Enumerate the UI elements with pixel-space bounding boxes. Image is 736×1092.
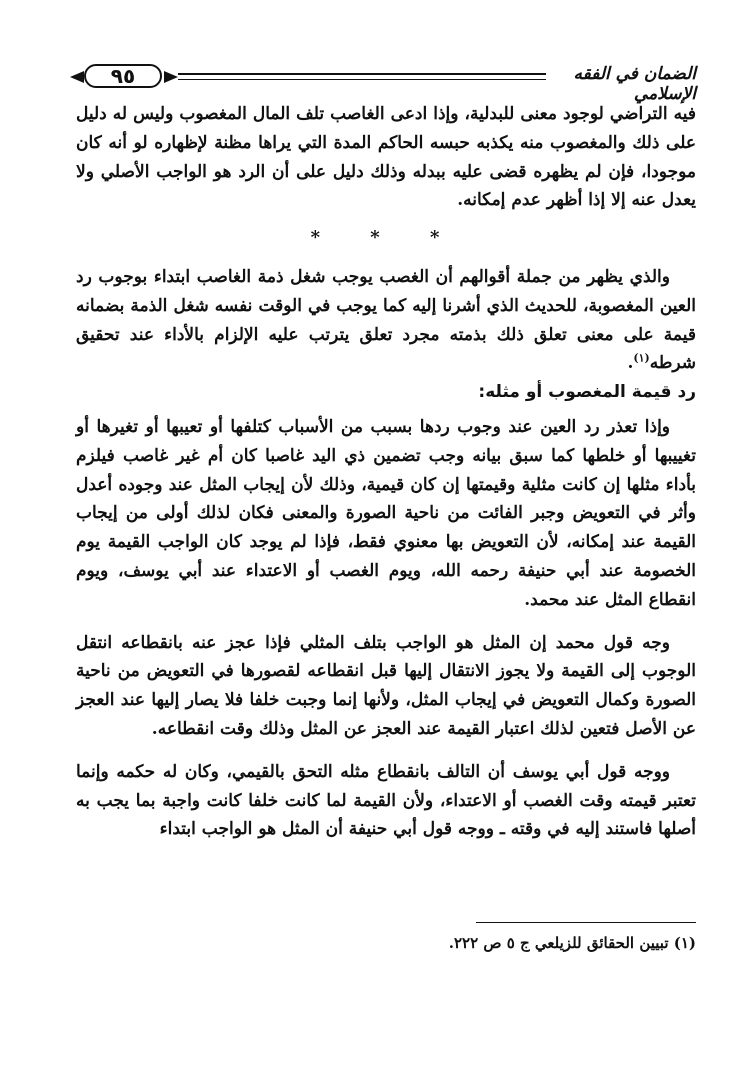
header-rule [178, 73, 546, 75]
footnote-reference: (١) [633, 351, 650, 365]
footnote-divider [476, 922, 696, 923]
paragraph-text: والذي يظهر من جملة أقوالهم أن الغصب يوجب شغل ذمة الغاصب ابتداء بوجوب رد العين المغصوبة، للحديث الذي أشرنا إليه كما يوجب في الوقت نفسه شغل الذمة بضمانه قيمة على معنى تعلق ذلك بذمته مجرد تعلق يترتب عليه الإلزام بالأداء عند تحقيق شرطه [76, 266, 696, 374]
ornament-right-icon [164, 71, 178, 83]
header-rule-thin [178, 79, 546, 80]
body-text [76, 100, 696, 844]
paragraph: ووجه قول أبي يوسف أن التالف بانقطاع مثله التحق بالقيمي، وكان له حكمه وإنما تعتبر قيمته وقت الغصب أو الاعتداء، ولأن القيمة لما كانت خلفا كانت واجبة بما يجب به أصلها فاستند إليه في وقته ـ ووجه قول أبي حنيفة أن المثل هو الواجب ابتداء [76, 761, 696, 840]
section-heading: رد قيمة المغصوب أو مثله: [478, 382, 696, 403]
paragraph: وجه قول محمد إن المثل هو الواجب بتلف المثلي فإذا عجز عنه بانقطاعه انتقل الوجوب إلى القيمة ولا يجوز الانتقال إليها قبل انقطاعه لقصورها في التعويض من ناحية الصورة وكمال التعويض في إيجاب المثل، ولأنها إنما وجبت خلفا فلا يصار إليها عند العجز عن الأصل فتعين لذلك اعتبار القيمة عند العجز عن المثل وذلك وقت انقطاعه. [76, 632, 696, 739]
page-number: ٩٥ [84, 64, 162, 88]
running-title: الضمان في الفقه الإسلامي [573, 64, 696, 104]
paragraph: فيه التراضي لوجود معنى للبدلية، وإذا ادعى الغاصب تلف المال المغصوب وليس له دليل على ذلك والمغصوب منه يكذبه حبسه الحاكم المدة التي يراها مظنة لإظهاره لو أنه كان موجودا، فإن لم يظهره قضى عليه ببدله وذلك دليل على أن الرد هو الواجب الأصلي ولا يعدل عنه إلا إذا أظهر عدم إمكانه. [76, 104, 696, 211]
page-header [60, 64, 696, 104]
footnote: (١) تبيين الحقائق للزيلعي ج ٥ ص ٢٢٢. [448, 934, 696, 952]
ornament-left-icon [70, 71, 84, 83]
paragraph: وإذا تعذر رد العين عند وجوب ردها بسبب من الأسباب كتلفها أو تعيبها أو تغيرها أو تغييبها أو خلطها كما سبق بيانه وجب تضمين ذي اليد غاصبا كان أم غير غاصب فيلزم بأداء مثلها إن كانت مثلية وقيمتها إن كان قيمية، وذلك لأن إيجاب المثل عند وجوده أعدل وأثر في التعويض وجبر الفائت من ناحية الصورة والمعنى فكان لذلك أولى من إيجاب القيمة عند إمكانه، لأن التعويض بها معنوي فقط، فإذا لم يوجد كان الواجب القيمة يوم الخصومة عند أبي حنيفة رحمه الله، ويوم الغصب أو الاعتداء عند أبي يوسف، ويوم انقطاع المثل عند محمد. [76, 416, 696, 610]
section-separator: * * * [310, 227, 462, 249]
paragraph: والذي يظهر من جملة أقوالهم أن الغصب يوجب شغل ذمة الغاصب ابتداء بوجوب رد العين المغصوبة، للحديث الذي أشرنا إليه كما يوجب في الوقت نفسه شغل الذمة بضمانه قيمة على معنى تعلق ذلك بذمته مجرد تعلق يترتب عليه الإلزام بالأداء عند تحقيق شرطه$^{(١)}$. [76, 266, 696, 374]
